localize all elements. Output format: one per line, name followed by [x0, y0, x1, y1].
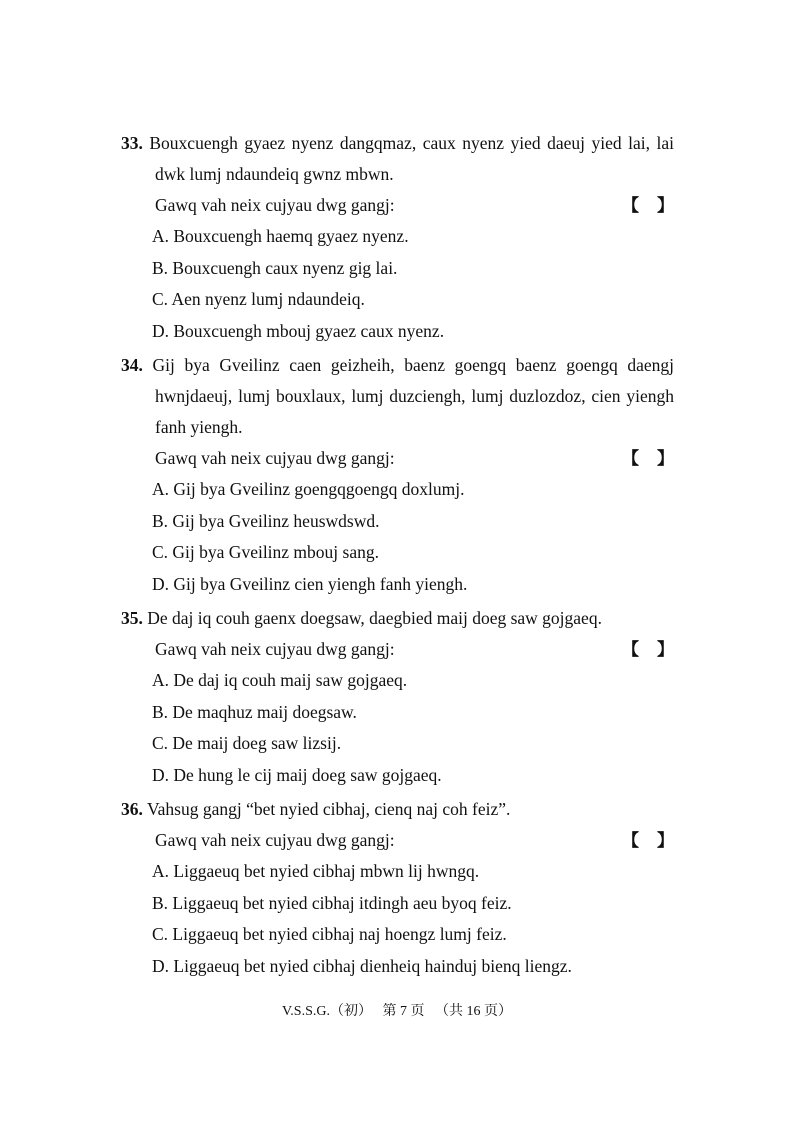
option-b: B. Bouxcuengh caux nyenz gig lai.	[152, 257, 398, 278]
option-d: D. De hung le cij maij doeg saw gojgaeq.	[152, 764, 442, 785]
bracket-open: 【	[622, 831, 639, 850]
question-text: De daj iq couh gaenx doegsaw, daegbied maij doeg saw gojgaeq.	[147, 608, 602, 628]
question-number: 35.	[121, 608, 143, 628]
option-d: D. Bouxcuengh mbouj gyaez caux nyenz.	[152, 320, 445, 341]
option-c: C. De maij doeg saw lizsij.	[152, 733, 342, 753]
option-a: A. Gij bya Gveilinz goengqgoengq doxlumj.	[152, 479, 465, 499]
answer-bracket	[622, 190, 674, 221]
question-prompt: Gawq vah neix cujyau dwg gangj:	[155, 830, 395, 850]
question-prompt: Gawq vah neix cujyau dwg gangj:	[155, 195, 395, 215]
question-prompt: Gawq vah neix cujyau dwg gangj:	[155, 639, 395, 659]
question-number: 36.	[121, 799, 143, 819]
question-prompt-row	[155, 190, 674, 221]
option-a: A. Bouxcuengh haemq gyaez nyenz.	[152, 226, 409, 246]
page-footer: V.S.S.G.（初） 第 7 页 （共 16 页）	[282, 1004, 512, 1019]
option-b: B. Gij bya Gveilinz heuswdswd.	[152, 510, 380, 531]
question-stem	[121, 128, 674, 190]
question-number: 33.	[121, 133, 143, 153]
question-33	[121, 128, 674, 347]
question-prompt-row	[155, 634, 674, 665]
question-36	[121, 794, 674, 982]
question-stem	[121, 350, 674, 443]
bracket-close: 】	[657, 449, 674, 468]
bracket-open: 【	[622, 196, 639, 215]
question-34	[121, 350, 674, 600]
option-a: A. De daj iq couh maij saw gojgaeq.	[152, 670, 408, 690]
option-d: D. Gij bya Gveilinz cien yiengh fanh yiengh.	[152, 573, 468, 594]
option-b: B. Liggaeuq bet nyied cibhaj itdingh aeu byoq feiz.	[152, 892, 512, 913]
option-c: C. Liggaeuq bet nyied cibhaj naj hoengz lumj feiz.	[152, 924, 507, 944]
question-stem	[121, 603, 674, 634]
answer-bracket	[622, 825, 674, 856]
option-a: A. Liggaeuq bet nyied cibhaj mbwn lij hwngq.	[152, 861, 480, 881]
question-number: 34.	[121, 355, 143, 375]
question-prompt: Gawq vah neix cujyau dwg gangj:	[155, 448, 395, 468]
option-c: C. Gij bya Gveilinz mbouj sang.	[152, 542, 379, 562]
bracket-close: 】	[657, 831, 674, 850]
question-text: Vahsug gangj “bet nyied cibhaj, cienq naj coh feiz”.	[146, 799, 511, 819]
question-prompt-row	[155, 825, 674, 856]
answer-bracket	[622, 634, 674, 665]
option-c: C. Aen nyenz lumj ndaundeiq.	[152, 289, 365, 309]
question-35	[121, 603, 674, 791]
question-prompt-row	[155, 443, 674, 474]
question-text: Bouxcuengh gyaez nyenz dangqmaz, caux nyenz yied daeuj yied lai, lai dwk lumj ndaundeiq gwnz mbwn.	[149, 133, 674, 184]
question-text: Gij bya Gveilinz caen geizheih, baenz goengq baenz goengq daengj hwnjdaeuj, lumj bouxlaux, lumj duzciengh, lumj duzlozdoz, cien yiengh fanh yiengh.	[152, 355, 674, 437]
question-stem	[121, 794, 674, 825]
option-b: B. De maqhuz maij doegsaw.	[152, 701, 357, 722]
option-d: D. Liggaeuq bet nyied cibhaj dienheiq hainduj bienq liengz.	[152, 955, 572, 976]
bracket-open: 【	[622, 640, 639, 659]
bracket-close: 】	[657, 196, 674, 215]
answer-bracket	[622, 443, 674, 474]
bracket-close: 】	[657, 640, 674, 659]
bracket-open: 【	[622, 449, 639, 468]
